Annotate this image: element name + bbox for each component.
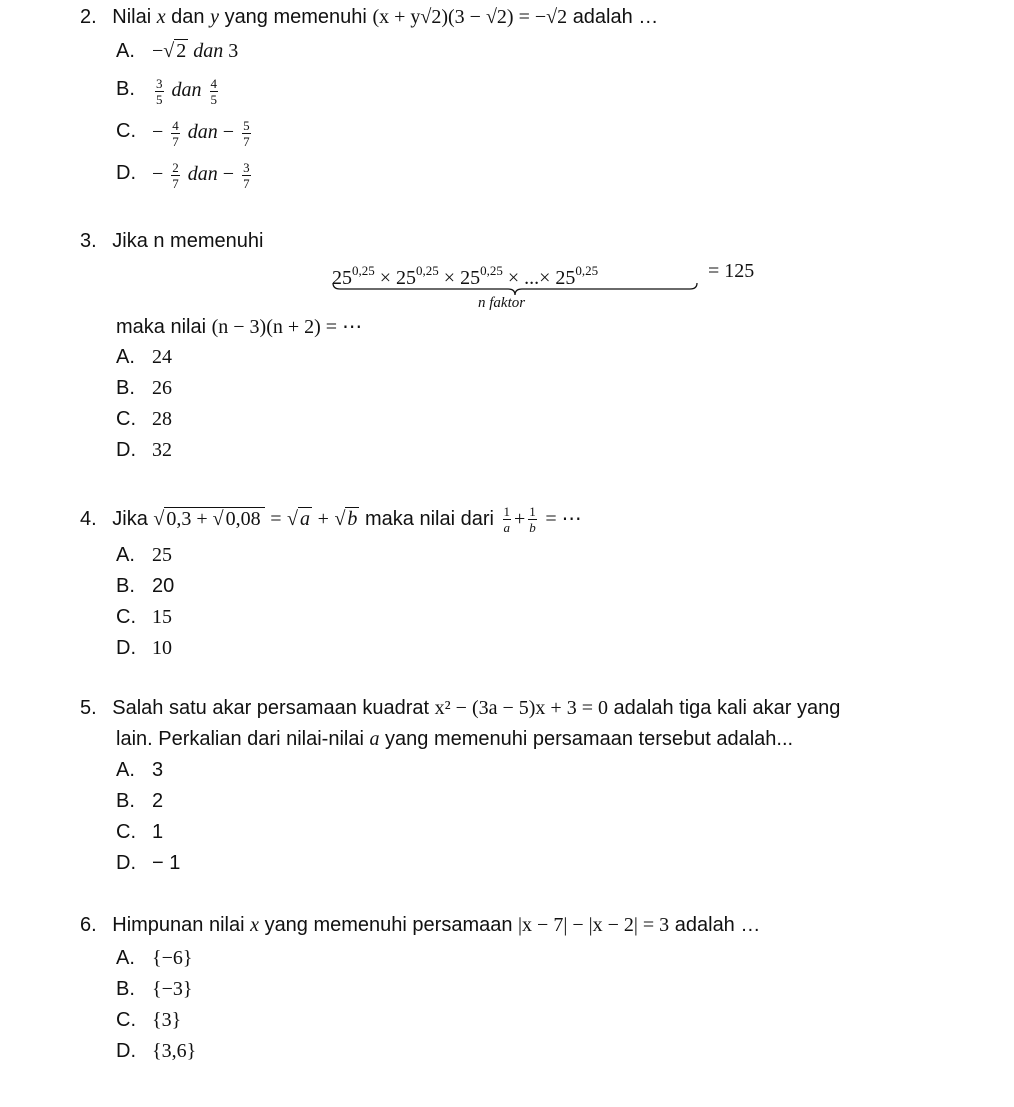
question-3-stem: 3. Jika n memenuhi <box>80 230 264 252</box>
question-number: 3. <box>80 230 97 252</box>
rhs: = 125 <box>708 260 755 282</box>
underbrace-label: n faktor <box>478 295 526 311</box>
question-4-stem: 4. Jika √ 0,3 + √ 0,08 = √ a + √ b maka nilai dari $\frac{1}{a}$ + $\frac{1}{b}$ = ⋯ <box>80 504 582 535</box>
equation: (x + y√2)(3 − √2) = −√2 <box>372 6 568 28</box>
equation: x² − (3a − 5)x + 3 = 0 <box>434 697 608 719</box>
question-2-stem: 2. Nilai x dan y yang memenuhi (x + y√2)(3 − √2) = −√2 adalah … <box>80 6 659 28</box>
option-b-value: $\frac{3}{5}$ dan $\frac{4}{5}$ <box>156 76 217 107</box>
product-expression: 25$^{0,25}$ × 25$^{0,25}$ × 25$^{0,25}$ × ...× 25$^{0,25}$ <box>332 263 599 289</box>
nested-root: √ 0,3 + √ 0,08 <box>153 506 264 532</box>
option-c-value: − $\frac{4}{7}$ dan − $\frac{5}{7}$ <box>152 118 250 149</box>
question-number: 4. <box>80 507 97 530</box>
question-6-stem: 6. Himpunan nilai x yang memenuhi persamaan |x − 7| − |x − 2| = 3 adalah … <box>80 914 761 936</box>
question-5-line-2: lain. Perkalian dari nilai-nilai a yang memenuhi persamaan tersebut adalah... <box>116 728 794 750</box>
question-number: 5. <box>80 697 97 719</box>
question-number: 6. <box>80 914 97 936</box>
question-3-follow: maka nilai (n − 3)(n + 2) = ⋯ <box>116 316 363 338</box>
equation: |x − 7| − |x − 2| = 3 <box>518 914 670 936</box>
option-a-value: −√ 2 dan 3 <box>152 40 239 62</box>
option-d-value: − $\frac{2}{7}$ dan − $\frac{3}{7}$ <box>152 160 250 191</box>
question-number: 2. <box>80 6 97 28</box>
expression: (n − 3)(n + 2) = ⋯ <box>211 316 363 338</box>
question-5-line-1: 5. Salah satu akar persamaan kuadrat x² − (3a − 5)x + 3 = 0 adalah tiga kali akar yang <box>80 697 841 719</box>
